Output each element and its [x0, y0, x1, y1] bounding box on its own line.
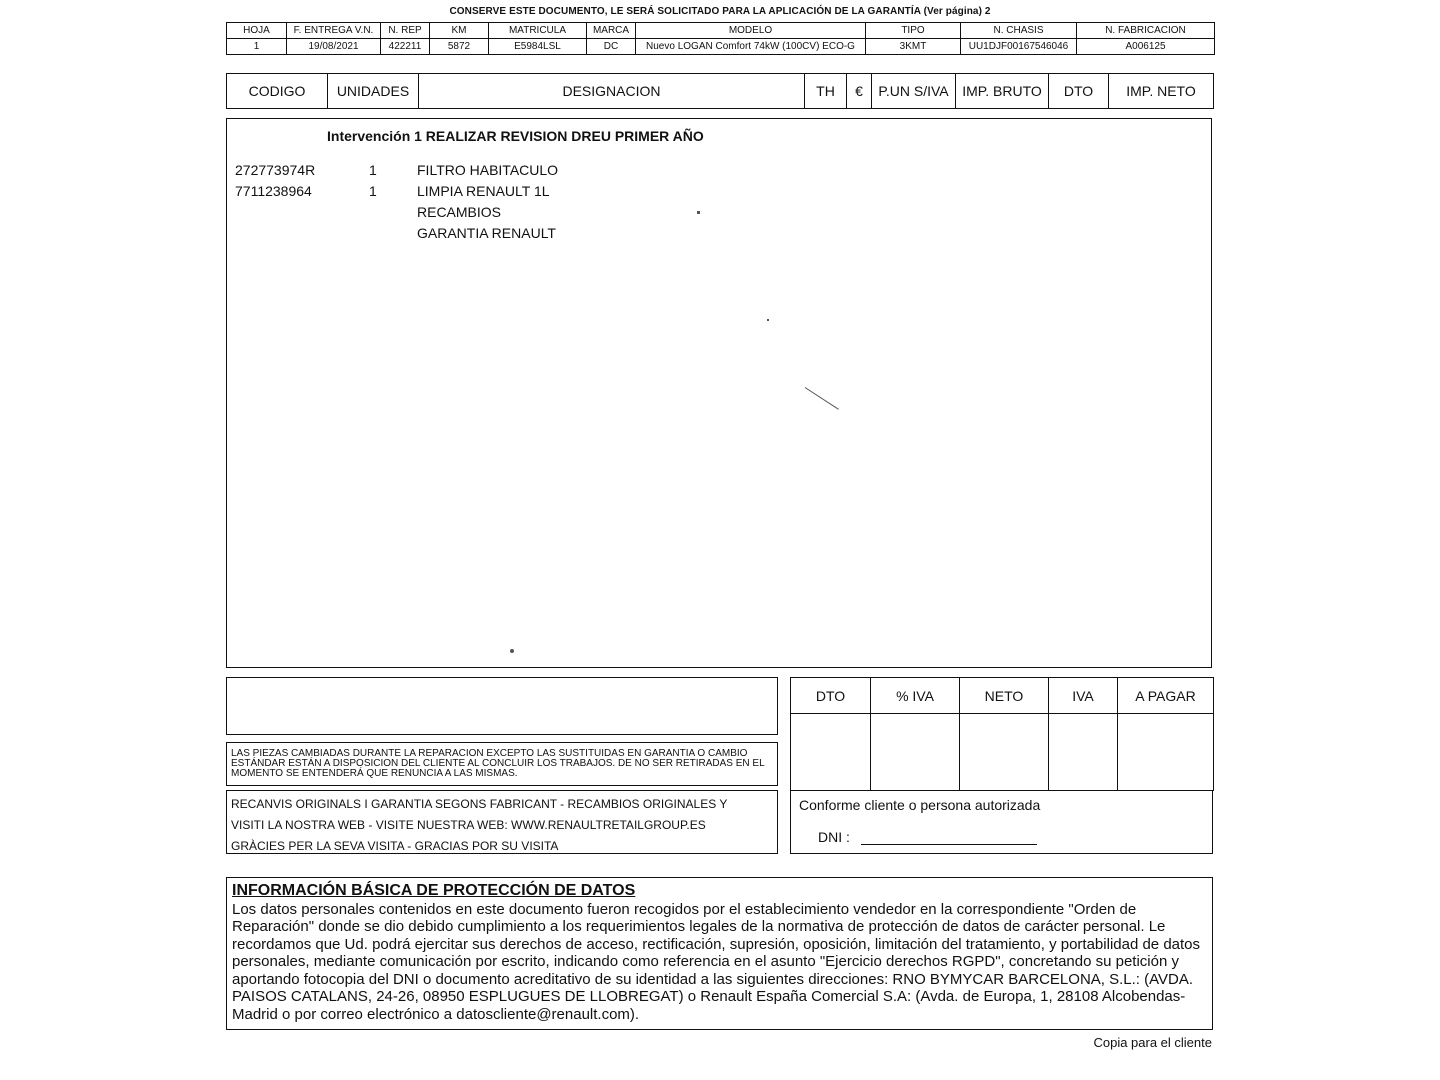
- col-dto: DTO: [1049, 74, 1109, 108]
- header-n-chasis: N. CHASIS: [961, 23, 1077, 39]
- line-units: 1: [369, 162, 377, 178]
- value-modelo: Nuevo LOGAN Comfort 74kW (100CV) ECO-G: [636, 39, 866, 55]
- intervention-title: Intervención 1 REALIZAR REVISION DREU PRIMER AÑO: [327, 128, 704, 144]
- header-modelo: MODELO: [636, 23, 866, 39]
- totals-header-pct-iva: % IVA: [871, 678, 960, 714]
- client-copy-label: Copia para el cliente: [1093, 1035, 1212, 1050]
- totals-header-a-pagar: A PAGAR: [1118, 678, 1214, 714]
- col-imp-neto: IMP. NETO: [1126, 83, 1196, 99]
- header-km: KM: [430, 23, 489, 39]
- line-items-body: [226, 118, 1212, 668]
- totals-header-row: [791, 678, 1214, 714]
- scan-speck: [805, 387, 839, 410]
- header-fecha-entrega: F. ENTREGA V.N.: [287, 23, 381, 39]
- header-n-fabricacion: N. FABRICACION: [1077, 23, 1215, 39]
- remarks-box: [226, 677, 778, 735]
- header-marca: MARCA: [587, 23, 636, 39]
- header-tipo: TIPO: [866, 23, 961, 39]
- scan-speck: [697, 211, 700, 214]
- value-tipo: 3KMT: [866, 39, 961, 55]
- line-description: GARANTIA RENAULT: [417, 225, 556, 241]
- totals-value-pct-iva: [871, 714, 960, 791]
- value-hoja: 1: [227, 39, 287, 55]
- scan-speck: [510, 649, 514, 653]
- value-matricula: E5984LSL: [489, 39, 587, 55]
- col-imp-bruto: IMP. BRUTO: [956, 74, 1049, 108]
- value-n-fabricacion: A006125: [1077, 39, 1215, 55]
- totals-table: [790, 677, 1214, 791]
- line-items-column-header: [226, 73, 1214, 109]
- col-designacion: DESIGNACION: [419, 74, 805, 108]
- line-description: FILTRO HABITACULO: [417, 162, 559, 178]
- totals-value-neto: [960, 714, 1049, 791]
- totals-header-iva: IVA: [1049, 678, 1118, 714]
- scan-speck: [767, 319, 769, 321]
- parts-notice-text: LAS PIEZAS CAMBIADAS DURANTE LA REPARACION EXCEPTO LAS SUSTITUIDAS EN GARANTIA O CAMBIO ESTÁNDAR ESTÁN A DISPOSICION DEL CLIENTE AL CONCLUIR LOS TRABAJOS. DE NO SER RETIRADAS EN EL MOMENTO SE ENTENDERÁ QUE RENUNCIA A LAS MISMAS.: [231, 748, 765, 779]
- signature-box: [790, 790, 1213, 854]
- header-hoja: HOJA: [227, 23, 287, 39]
- signature-label: Conforme cliente o persona autorizada: [799, 797, 1041, 813]
- line-description: LIMPIA RENAULT 1L: [417, 183, 550, 199]
- data-protection-box: [226, 877, 1213, 1030]
- data-protection-title: INFORMACIÓN BÁSICA DE PROTECCIÓN DE DATOS: [232, 882, 636, 899]
- line-description: RECAMBIOS: [417, 204, 502, 220]
- warranty-notice-heading: CONSERVE ESTE DOCUMENTO, LE SERÁ SOLICITADO PARA LA APLICACIÓN DE LA GARANTÍA (Ver página) 2: [449, 6, 991, 17]
- value-km: 5872: [430, 39, 489, 55]
- thanks-line-3: GRÀCIES PER LA SEVA VISITA - GRACIAS POR SU VISITA: [231, 839, 559, 853]
- line-units: 1: [369, 183, 377, 199]
- col-euro: €: [847, 74, 872, 108]
- thanks-line-1: RECANVIS ORIGINALS I GARANTIA SEGONS FABRICANT - RECAMBIOS ORIGINALES Y: [231, 797, 728, 811]
- thanks-line-2: VISITI LA NOSTRA WEB - VISITE NUESTRA WEB: WWW.RENAULTRETAILGROUP.ES: [231, 818, 706, 832]
- dni-label: DNI :: [818, 829, 850, 845]
- totals-value-iva: [1049, 714, 1118, 791]
- value-fecha-entrega: 19/08/2021: [287, 39, 381, 55]
- vehicle-info-table: [226, 22, 1215, 55]
- totals-header-dto: DTO: [791, 678, 871, 714]
- line-code: 7711238964: [235, 183, 312, 199]
- vehicle-info-value-row: [227, 39, 1215, 55]
- parts-notice-box: [226, 742, 778, 786]
- vehicle-info-header-row: [227, 23, 1215, 39]
- value-n-rep: 422211: [381, 39, 430, 55]
- data-protection-text: Los datos personales contenidos en este documento fueron recogidos por el establecimiento vendedor en la correspondiente "Orden de Reparación" donde se dio debido cumplimiento a los requerimientos legales de la normativa de protección de datos de carácter personal. Le recordamos que Ud. podrá ejercitar sus derechos de acceso, rectificación, supresión, oposición, limitación del tratamiento, y portabilidad de datos personales, mediante comunicación por escrito, indicando como referencia en el asunto "Ejercicio derechos RGPD", concretando su petición y aportando fotocopia del DNI o documento acreditativo de su identidad a las siguientes direcciones: RNO BYMYCAR BARCELONA, S.L.: (AVDA. PAISOS CATALANS, 24-26, 08950 ESPLUGUES DE LLOBREGAT) o Renault España Comercial S.A: (Avda. de Europa, 1, 28108 Alcobendas-Madrid o por correo electrónico a datoscliente@renault.com).: [232, 900, 1201, 1023]
- header-matricula: MATRICULA: [489, 23, 587, 39]
- totals-value-row: [791, 714, 1214, 791]
- dni-signature-line: [861, 844, 1037, 845]
- col-precio-unitario: P.UN S/IVA: [872, 74, 956, 108]
- value-marca: DC: [587, 39, 636, 55]
- col-codigo: CODIGO: [227, 74, 328, 108]
- totals-value-a-pagar: [1118, 714, 1214, 791]
- thanks-box: [226, 790, 778, 854]
- totals-header-neto: NETO: [960, 678, 1049, 714]
- line-code: 272773974R: [235, 162, 316, 178]
- col-unidades: UNIDADES: [328, 74, 419, 108]
- value-n-chasis: UU1DJF00167546046: [961, 39, 1077, 55]
- totals-value-dto: [791, 714, 871, 791]
- col-th: TH: [805, 74, 847, 108]
- header-n-rep: N. REP: [381, 23, 430, 39]
